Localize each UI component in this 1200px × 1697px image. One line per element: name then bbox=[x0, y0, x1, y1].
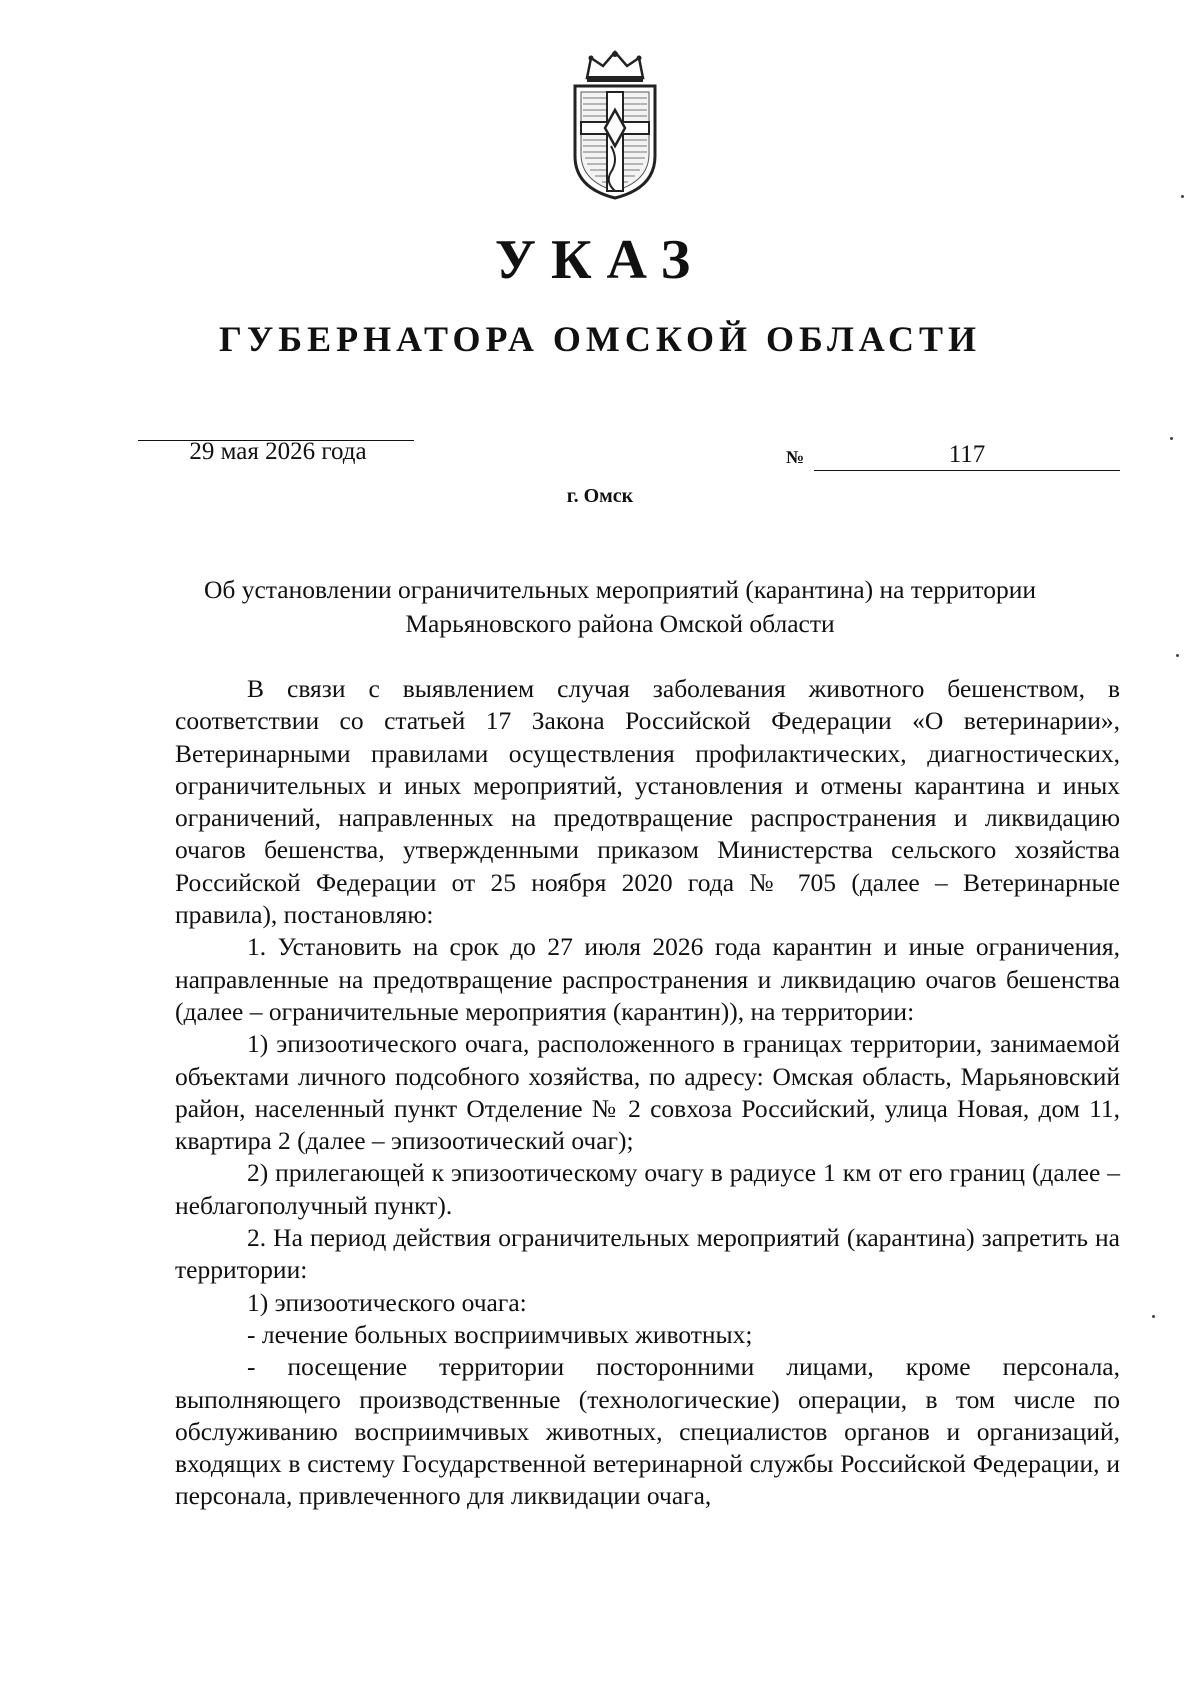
document-city: г. Омск bbox=[566, 485, 634, 507]
document-date: 29 мая 2026 года bbox=[189, 438, 367, 465]
paragraph-item-1: 1. Установить на срок до 27 июля 2026 года карантин и иные ограничения, направленные на предотвращение распространения и ликвидацию очагов бешенства (далее – ограничительные мероприятия (карантин)), на территории: bbox=[175, 932, 1120, 1026]
document-subtitle: ГУБЕРНАТОРА ОМСКОЙ ОБЛАСТИ bbox=[218, 319, 982, 359]
paragraph-item-2-1: 1) эпизоотического очага: bbox=[247, 1287, 527, 1317]
paragraph-dash-1: - лечение больных восприимчивых животных; bbox=[247, 1319, 753, 1349]
paragraph-preamble: В связи с выявлением случая заболевания животного бешенством, в соответствии со статьей 17 Закона Российской Федерации «О ветеринарии», Ветеринарными правилами осуществления профилактических, диагностических, ограничительных и иных мероприятий, установления и отмены карантина и иных ограничений, направленных на предотвращение распространения и ликвидацию очагов бешенства, утвержденными приказом Министерства сельского хозяйства Российской Федерации от 25 ноября 2020 года № 705 (далее – Ветеринарные правила), постановляю: bbox=[175, 674, 1120, 930]
document-subject: Об установлении ограничительных мероприятий (карантина) на территории Марьяновского района Омской области bbox=[203, 575, 1037, 638]
scan-speck bbox=[1170, 437, 1173, 440]
document-body bbox=[175, 673, 1120, 1513]
number-underline bbox=[814, 470, 1120, 471]
omsk-oblast-coat-of-arms-icon bbox=[565, 48, 665, 200]
paragraph-dash-2: - посещение территории посторонними лицами, кроме персонала, выполняющего производственные (технологические) операции, в том числе по обслуживанию восприимчивых животных, специалистов органов и организаций, входящих в систему Государственной ветеринарной службы Российской Федерации, и персонала, привлеченного для ликвидации очага, bbox=[175, 1352, 1120, 1511]
paragraph-item-2: 2. На период действия ограничительных мероприятий (карантина) запретить на территории: bbox=[175, 1223, 1120, 1285]
document-title: УКАЗ bbox=[494, 229, 706, 291]
paragraph-item-1-2: 2) прилегающей к эпизоотическому очагу в радиусе 1 км от его границ (далее – неблагополучный пункт). bbox=[175, 1158, 1120, 1220]
paragraph-item-1-1: 1) эпизоотического очага, расположенного в границах территории, занимаемой объектами личного подсобного хозяйства, по адресу: Омская область, Марьяновский район, населенный пункт Отделение № 2 совхоза Российский, улица Новая, дом 11, квартира 2 (далее – эпизоотический очаг); bbox=[175, 1029, 1120, 1156]
document-number: 117 bbox=[948, 441, 986, 468]
scan-speck bbox=[1152, 1315, 1155, 1318]
scan-speck bbox=[1181, 195, 1184, 198]
number-sign: № bbox=[786, 447, 805, 467]
scan-speck bbox=[1176, 654, 1179, 657]
